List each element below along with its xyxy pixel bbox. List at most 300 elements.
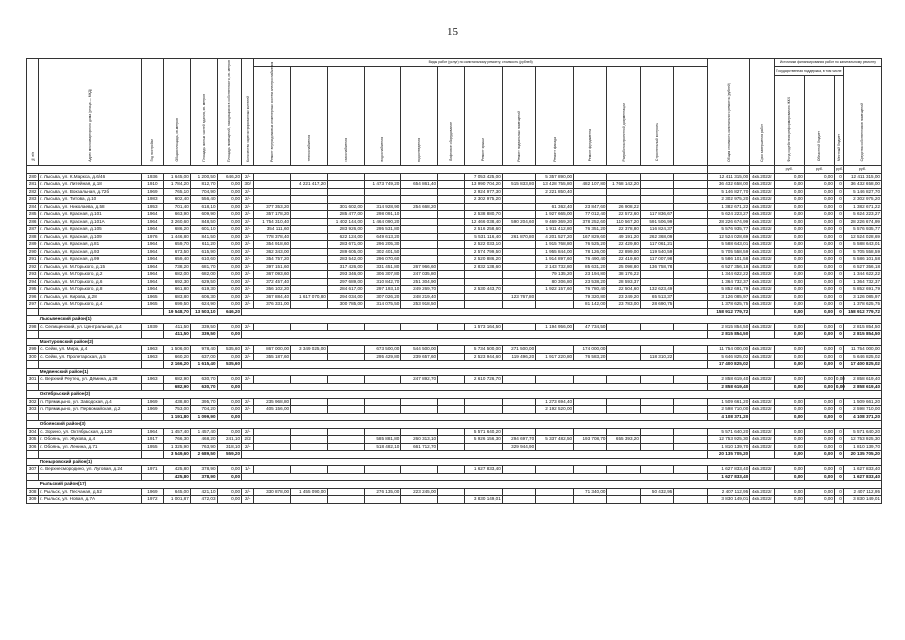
row-area-nonliving: 0,00 <box>217 466 242 474</box>
row-funding: 0,00 <box>774 488 804 496</box>
row-area-nonliving: 0,00 <box>217 293 242 301</box>
units-row <box>27 166 882 174</box>
row-work-cost: 2 538 880,70 <box>464 211 502 219</box>
row-work-cost <box>574 466 607 474</box>
row-area-nonliving: 0,00 <box>217 488 242 496</box>
subtotal-nonliving: 0,00 <box>217 331 242 339</box>
subtotal-funding: 158 912 779,72 <box>843 308 881 316</box>
row-area-nonliving: 318,10 <box>217 443 242 451</box>
col-residents: Количество зарегистрированных жителей <box>242 59 254 166</box>
row-work-cost <box>291 406 328 414</box>
row-work-cost: 117 007,98 <box>640 256 673 264</box>
row-total: 5 852 691,79 <box>707 286 749 294</box>
row-work-cost <box>607 346 640 354</box>
row-funding: 0 <box>834 428 843 436</box>
row-work-cost <box>640 196 673 204</box>
row-address: г. Лысьва, ул. Литейная, д.18 <box>39 181 142 189</box>
table-cell <box>242 413 708 421</box>
row-work-cost <box>327 443 364 451</box>
row-address: г. Лысьва, ул. Титова, д.10 <box>39 196 142 204</box>
row-work-cost <box>536 293 574 301</box>
row-work-cost <box>674 211 708 219</box>
row-funding: 0 <box>834 233 843 241</box>
row-work-cost: 61 362,40 <box>536 203 574 211</box>
row-area-living: 609,90 <box>190 211 217 219</box>
row-work-cost: 4 201 527,20 <box>536 233 574 241</box>
row-work-cost: 271 500,00 <box>502 346 535 354</box>
table-row <box>27 233 882 241</box>
row-area-nonliving: 0,00 <box>217 496 242 504</box>
row-address: г. Лысьва, ул. Красная, д.105 <box>39 226 142 234</box>
row-address: г. Лысьва, ул. Красная, д.109 <box>39 233 142 241</box>
table-cell <box>39 331 142 339</box>
row-deadline: 4кв.2022г <box>750 376 775 384</box>
row-work-cost: 1 927 665,00 <box>536 211 574 219</box>
row-work-cost: 223 245,00 <box>401 488 438 496</box>
row-work-cost: 1 911 412,80 <box>536 226 574 234</box>
row-work-cost <box>364 466 401 474</box>
col-w3: газоснабжения <box>327 67 364 166</box>
district-header-row <box>27 481 882 489</box>
row-funding: 1 810 139,70 <box>843 443 881 451</box>
row-area-total: 682,00 <box>164 271 191 279</box>
row-work-cost <box>640 181 673 189</box>
row-funding: 0 <box>834 466 843 474</box>
row-funding: 3 830 149,01 <box>843 496 881 504</box>
row-funding: 0,00 <box>774 233 804 241</box>
row-area-total: 766,30 <box>164 436 191 444</box>
row-work-cost <box>291 196 328 204</box>
table-cell <box>750 308 775 316</box>
row-work-cost: 1 914 897,60 <box>536 256 574 264</box>
row-residents: 2/- <box>242 248 254 256</box>
subtotal-row <box>27 308 882 316</box>
row-work-cost: 405 156,00 <box>254 406 291 414</box>
row-funding: 0 <box>834 271 843 279</box>
row-work-cost <box>401 233 438 241</box>
row-funding: 5 146 827,70 <box>843 188 881 196</box>
subtotal-funding: 0,00 <box>774 451 804 459</box>
row-work-cost: 661 712,70 <box>401 443 438 451</box>
row-work-cost <box>254 466 291 474</box>
row-area-total: 753,00 <box>164 406 191 414</box>
row-work-cost <box>291 496 328 504</box>
row-number: 296 <box>27 293 39 301</box>
row-deadline: 4кв.2022г <box>750 271 775 279</box>
table-cell <box>750 413 775 421</box>
row-work-cost: 2 520 886,20 <box>464 256 502 264</box>
row-funding: 1 382 671,22 <box>843 203 881 211</box>
row-work-cost: 2 574 799,50 <box>464 248 502 256</box>
row-total: 1 344 622,22 <box>707 271 749 279</box>
row-work-cost: 1 768 142,20 <box>607 181 640 189</box>
row-work-cost <box>640 436 673 444</box>
row-work-cost <box>291 173 328 181</box>
row-work-cost: 544 500,00 <box>401 346 438 354</box>
row-work-cost <box>574 173 607 181</box>
row-work-cost <box>401 466 438 474</box>
row-deadline: 4кв.2022г <box>750 488 775 496</box>
row-year: 1964 <box>141 428 163 436</box>
subtotal-living: 1 099,90 <box>190 413 217 421</box>
row-work-cost: 22 504,60 <box>607 286 640 294</box>
row-area-living: 1 457,40 <box>190 428 217 436</box>
row-funding: 11 754 000,00 <box>843 346 881 354</box>
row-area-living: 637,00 <box>190 353 217 361</box>
row-funding: 0 <box>834 443 843 451</box>
row-work-cost <box>674 188 708 196</box>
table-row <box>27 466 882 474</box>
row-year: 1964 <box>141 226 163 234</box>
row-work-cost: 254 668,20 <box>401 203 438 211</box>
row-work-cost <box>674 241 708 249</box>
row-work-cost <box>291 428 328 436</box>
row-funding: 12 753 925,30 <box>843 436 881 444</box>
row-area-living: 472,03 <box>190 496 217 504</box>
col-num: № п/п <box>27 59 39 166</box>
row-area-living: 619,30 <box>190 286 217 294</box>
row-residents: 2/- <box>242 398 254 406</box>
page-number: 15 <box>447 26 458 38</box>
row-number: 305 <box>27 436 39 444</box>
row-work-cost <box>607 376 640 384</box>
row-deadline: 4кв.2022г <box>750 406 775 414</box>
row-funding: 0,00 <box>774 293 804 301</box>
row-deadline: 4кв.2022г <box>750 248 775 256</box>
row-work-cost: 314 928,90 <box>364 203 401 211</box>
row-residents: 2/- <box>242 496 254 504</box>
row-area-nonliving: 241,10 <box>217 436 242 444</box>
row-work-cost <box>574 188 607 196</box>
row-work-cost <box>438 398 465 406</box>
row-work-cost: 289 605,00 <box>327 248 364 256</box>
row-work-cost <box>502 241 535 249</box>
row-total: 5 588 643,01 <box>707 241 749 249</box>
row-funding: 0 <box>834 196 843 204</box>
subtotal-funding: 0,00 <box>804 383 834 391</box>
row-deadline: 4кв.2022г <box>750 346 775 354</box>
subtotal-total: 1 627 833,40 <box>707 473 749 481</box>
row-work-cost <box>364 428 401 436</box>
row-address: п. Прямицыно, ул. Заводская, д.4 <box>39 398 142 406</box>
col-w8: Ремонт подвальных помещений <box>502 67 535 166</box>
row-funding: 2 598 710,00 <box>843 406 881 414</box>
row-number: 299 <box>27 346 39 354</box>
subtotal-area: 411,50 <box>164 331 191 339</box>
row-work-cost: 132 623,49 <box>640 286 673 294</box>
row-year: 1969 <box>141 398 163 406</box>
row-work-cost <box>674 293 708 301</box>
row-work-cost <box>674 286 708 294</box>
row-year: 1983 <box>141 196 163 204</box>
row-area-nonliving: 0,00 <box>217 376 242 384</box>
row-funding: 0,00 <box>774 376 804 384</box>
row-area-living: 606,30 <box>190 293 217 301</box>
subtotal-funding: 0,00 <box>804 473 834 481</box>
row-residents: 2/- <box>242 286 254 294</box>
row-work-cost <box>438 241 465 249</box>
table-cell <box>27 451 39 459</box>
row-work-cost <box>536 488 574 496</box>
row-number: 308 <box>27 488 39 496</box>
row-work-cost <box>607 323 640 331</box>
row-work-cost: 585 881,80 <box>364 436 401 444</box>
row-funding: 0,00 <box>774 398 804 406</box>
row-total: 5 586 101,58 <box>707 256 749 264</box>
row-work-cost <box>438 301 465 309</box>
row-work-cost <box>640 496 673 504</box>
row-work-cost <box>674 226 708 234</box>
subtotal-funding: 0,00 <box>774 383 804 391</box>
table-cell <box>27 361 39 369</box>
row-work-cost <box>640 466 673 474</box>
row-work-cost <box>674 353 708 361</box>
row-work-cost <box>291 256 328 264</box>
row-work-cost <box>438 233 465 241</box>
col-year: Год постройки <box>141 59 163 166</box>
group-works: Виды работ (услуг) по капитальному ремонту, стоимость (рублей) <box>254 59 708 67</box>
row-area-total: 663,90 <box>164 211 191 219</box>
row-year: 1955 <box>141 443 163 451</box>
subtotal-funding: 2 858 619,40 <box>843 383 881 391</box>
row-work-cost <box>640 443 673 451</box>
row-year: 1969 <box>141 488 163 496</box>
row-year: 1972 <box>141 496 163 504</box>
col-area-total: Общая площадь, кв.метров <box>164 59 191 166</box>
row-number: 306 <box>27 443 39 451</box>
row-funding: 0 <box>834 211 843 219</box>
row-work-cost: 317 426,00 <box>327 263 364 271</box>
row-area-total: 765,10 <box>164 188 191 196</box>
row-residents: 2/- <box>242 443 254 451</box>
row-work-cost <box>438 173 465 181</box>
row-work-cost: 38 176,22 <box>607 271 640 279</box>
row-work-cost: 65 513,37 <box>640 293 673 301</box>
row-deadline: 4кв.2022г <box>750 496 775 504</box>
table-row <box>27 406 882 414</box>
row-number: 293 <box>27 271 39 279</box>
unit-label: руб. <box>835 167 844 171</box>
subtotal-funding: 0,00 <box>835 383 845 389</box>
subtotal-funding: 0,00 <box>804 413 834 421</box>
row-work-cost <box>327 181 364 189</box>
row-address: г. Лысьва, ул. М.Горького, д.2 <box>39 271 142 279</box>
row-funding: 0 <box>834 181 843 189</box>
row-residents: 2/- <box>242 211 254 219</box>
subtotal-funding: 1 627 833,40 <box>843 473 881 481</box>
row-deadline: 4кв.2022г <box>750 241 775 249</box>
row-work-cost <box>438 203 465 211</box>
row-work-cost <box>254 323 291 331</box>
row-funding: 0 <box>834 398 843 406</box>
row-work-cost <box>464 301 502 309</box>
row-funding: 5 571 640,20 <box>843 428 881 436</box>
row-year: 1936 <box>141 173 163 181</box>
row-funding: 5 624 223,27 <box>843 211 881 219</box>
row-residents: 2/- <box>242 256 254 264</box>
row-work-cost <box>291 248 328 256</box>
district-header-row <box>27 368 882 376</box>
row-total: 12 753 925,30 <box>707 436 749 444</box>
row-work-cost <box>291 203 328 211</box>
row-year: 1976 <box>141 233 163 241</box>
row-address: с. Верхнесмородино, ул. Луговая, д.24 <box>39 466 142 474</box>
col-f1: Фонд содействия реформированию ЖКХ <box>774 75 804 165</box>
row-year: 1963 <box>141 376 163 384</box>
row-area-living: 629,50 <box>190 278 217 286</box>
row-work-cost <box>502 256 535 264</box>
row-work-cost: 1 455 090,00 <box>291 488 328 496</box>
col-w4: водоснабжения <box>364 67 401 166</box>
row-area-total: 1 325,90 <box>164 443 191 451</box>
district-label: Октябрьский район(2) <box>39 391 835 399</box>
row-work-cost: 297 689,00 <box>327 278 364 286</box>
row-work-cost <box>327 428 364 436</box>
row-work-cost <box>536 346 574 354</box>
row-work-cost: 2 523 944,60 <box>464 353 502 361</box>
row-work-cost: 314 075,50 <box>364 301 401 309</box>
subtotal-funding: 17 400 825,02 <box>843 361 881 369</box>
row-work-cost: 300 785,00 <box>327 301 364 309</box>
row-work-cost <box>502 406 535 414</box>
subtotal-funding: 0 <box>834 413 843 421</box>
row-area-nonliving: 0,00 <box>217 428 242 436</box>
row-area-total: 602,40 <box>164 196 191 204</box>
row-work-cost: 119 540,59 <box>640 248 673 256</box>
table-row <box>27 436 882 444</box>
row-work-cost <box>640 188 673 196</box>
row-number: 291 <box>27 256 39 264</box>
row-work-cost: 71 340,00 <box>574 488 607 496</box>
row-work-cost <box>674 488 708 496</box>
row-work-cost: 285 477,00 <box>327 211 364 219</box>
col-w5: водоотведения <box>401 67 438 166</box>
row-work-cost <box>607 466 640 474</box>
table-cell <box>750 383 775 391</box>
row-deadline: 4кв.2022г <box>750 436 775 444</box>
table-cell <box>141 451 163 459</box>
row-work-cost <box>364 196 401 204</box>
row-work-cost: 295 429,80 <box>364 353 401 361</box>
row-work-cost <box>536 496 574 504</box>
row-work-cost <box>674 428 708 436</box>
row-work-cost: 3 830 149,01 <box>464 496 502 504</box>
row-area-total: 425,80 <box>164 466 191 474</box>
row-work-cost: 249 269,70 <box>401 286 438 294</box>
subtotal-living: 630,70 <box>190 383 217 391</box>
group-finance: Источники финансирования работ по капитальному ремонту <box>774 59 881 67</box>
row-work-cost: 123 767,80 <box>502 293 535 301</box>
row-residents: 2/- <box>242 173 254 181</box>
subtotal-funding: 0,00 <box>804 451 834 459</box>
row-address: г. Лысьва, ул. Красная, д.101А <box>39 218 142 226</box>
row-work-cost <box>438 293 465 301</box>
table-cell <box>750 473 775 481</box>
district-header-row <box>27 316 882 324</box>
row-work-cost <box>674 203 708 211</box>
subtotal-row <box>27 413 882 421</box>
row-address: г. Лысьва, ул. Кирова, д.28 <box>39 293 142 301</box>
row-work-cost <box>674 218 708 226</box>
row-total: 5 624 223,27 <box>707 211 749 219</box>
row-work-cost <box>327 466 364 474</box>
row-area-total: 699,50 <box>164 301 191 309</box>
subtotal-total: 2 858 619,40 <box>707 383 749 391</box>
row-work-cost <box>502 286 535 294</box>
row-number: 281 <box>27 181 39 189</box>
row-residents: 2/- <box>242 226 254 234</box>
row-work-cost <box>464 398 502 406</box>
row-work-cost <box>536 443 574 451</box>
row-work-cost <box>401 173 438 181</box>
row-work-cost: 1 473 749,20 <box>364 181 401 189</box>
row-area-total: 738,20 <box>164 263 191 271</box>
row-number: 298 <box>27 323 39 331</box>
row-work-cost: 22 429,80 <box>607 241 640 249</box>
row-work-cost <box>291 218 328 226</box>
row-work-cost: 331 451,80 <box>364 263 401 271</box>
row-address: с. Селищенский, ул. Центральная, д.4 <box>39 323 142 331</box>
subtotal-row <box>27 473 882 481</box>
row-work-cost <box>401 218 438 226</box>
row-work-cost: 3 349 025,00 <box>291 346 328 354</box>
row-area-nonliving: 535,60 <box>217 346 242 354</box>
subtotal-living: 2 689,50 <box>190 451 217 459</box>
row-area-living: 624,90 <box>190 301 217 309</box>
row-year: 1964 <box>141 248 163 256</box>
row-area-nonliving: 0,00 <box>217 301 242 309</box>
row-work-cost <box>674 256 708 264</box>
row-funding: 5 852 691,79 <box>843 286 881 294</box>
table-row <box>27 293 882 301</box>
row-area-total: 660,20 <box>164 353 191 361</box>
row-work-cost <box>674 233 708 241</box>
row-deadline: 4кв.2022г <box>750 263 775 271</box>
table-row <box>27 218 882 226</box>
row-address: г. Лысьва, ул. М.Горького, д.6 <box>39 278 142 286</box>
row-work-cost: 28 593,37 <box>607 278 640 286</box>
row-work-cost <box>401 428 438 436</box>
row-work-cost <box>640 406 673 414</box>
table-row <box>27 428 882 436</box>
row-work-cost <box>574 406 607 414</box>
row-funding: 0 <box>834 248 843 256</box>
row-year: 1964 <box>141 271 163 279</box>
row-year: 1963 <box>141 346 163 354</box>
row-area-total: 1 457,40 <box>164 428 191 436</box>
row-area-nonliving: 0,00 <box>217 248 242 256</box>
row-number: 288 <box>27 233 39 241</box>
row-total: 5 646 825,02 <box>707 353 749 361</box>
row-work-cost: 174 000,00 <box>574 346 607 354</box>
table-cell <box>242 331 708 339</box>
col-w2: теплоснабжения <box>291 67 328 166</box>
col-area-nonliving: Площадь помещений, находящихся в собственности, кв. метров <box>217 59 242 166</box>
row-work-cost: 85 631,20 <box>574 263 607 271</box>
row-deadline: 4кв.2022г <box>750 293 775 301</box>
row-area-living: 601,10 <box>190 226 217 234</box>
subtotal-funding: 2 815 854,50 <box>843 331 881 339</box>
row-work-cost: 307 026,20 <box>364 293 401 301</box>
row-deadline: 4кв.2022г <box>750 466 775 474</box>
col-f3: Местный бюджет <box>834 75 843 165</box>
district-spacer <box>27 481 39 489</box>
row-work-cost <box>502 301 535 309</box>
row-number: 283 <box>27 196 39 204</box>
table-row <box>27 301 882 309</box>
subtotal-funding: 0,00 <box>804 331 834 339</box>
row-total: 1 382 671,22 <box>707 203 749 211</box>
